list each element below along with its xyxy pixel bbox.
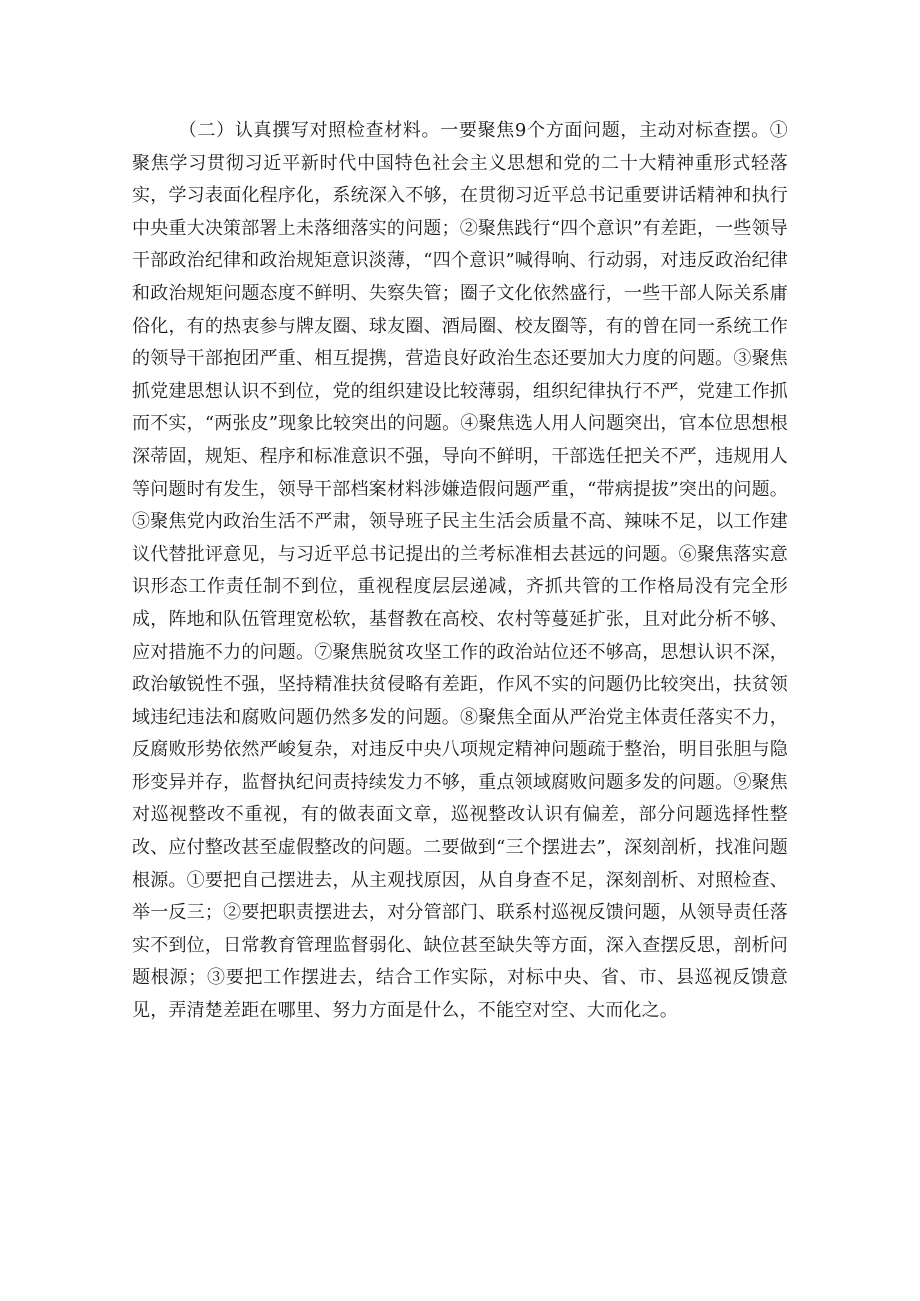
body-paragraph: （二）认真撰写对照检查材料。一要聚焦9个方面问题，主动对标查摆。①聚焦学习贯彻习近平新时代中国特色社会主义思想和党的二十大精神重形式轻落实，学习表面化程序化，系统深入不够，在贯彻习近平总书记重要讲话精神和执行中央重大决策部署上未落细落实的问题；②聚焦践行“四个意识”有差距，一些领导干部政治纪律和政治规矩意识淡薄，“四个意识”喊得响、行动弱，对违反政治纪律和政治规矩问题态度不鲜明、失察失管；圈子文化依然盛行，一些干部人际关系庸俗化，有的热衷参与牌友圈、球友圈、酒局圈、校友圈等，有的曾在同一系统工作的领导干部抱团严重、相互提携，营造良好政治生态还要加大力度的问题。③聚焦抓党建思想认识不到位，党的组织建设比较薄弱，组织纪律执行不严，党建工作抓而不实，“两张皮”现象比较突出的问题。④聚焦选人用人问题突出，官本位思想根深蒂固，规矩、程序和标准意识不强，导向不鲜明，干部选任把关不严，违规用人等问题时有发生，领导干部档案材料涉嫌造假问题严重，“带病提拔”突出的问题。⑤聚焦党内政治生活不严肃，领导班子民主生活会质量不高、辣味不足，以工作建议代替批评意见，与习近平总书记提出的兰考标准相去甚远的问题。⑥聚焦落实意识形态工作责任制不到位，重视程度层层递减，齐抓共管的工作格局没有完全形成，阵地和队伍管理宽松软，基督教在高校、农村等蔓延扩张，且对此分析不够、应对措施不力的问题。⑦聚焦脱贫攻坚工作的政治站位还不够高，思想认识不深，政治敏锐性不强，坚持精准扶贫侵略有差距，作风不实的问题仍比较突出，扶贫领域违纪违法和腐败问题仍然多发的问题。⑧聚焦全面从严治党主体责任落实不力，反腐败形势依然严峻复杂，对违反中央八项规定精神问题疏于整治，明目张胆与隐形变异并存，监督执纪问责持续发力不够，重点领域腐败问题多发的问题。⑨聚焦对巡视整改不重视，有的做表面文章，巡视整改认识有偏差，部分问题选择性整改、应付整改甚至虚假整改的问题。二要做到“三个摆进去”，深刻剖析，找准问题根源。①要把自己摆进去，从主观找原因，从自身查不足，深刻剖析、对照检查、举一反三；②要把职责摆进去，对分管部门、联系村巡视反馈问题，从领导责任落实不到位，日常教育管理监督弱化、缺位甚至缺失等方面，深入查摆反思，剖析问题根源；③要把工作摆进去，结合工作实际，对标中央、省、市、县巡视反馈意见，弄清楚差距在哪里、努力方面是什么，不能空对空、大而化之。: [132, 120, 788, 1022]
document-body: [132, 115, 788, 1028]
